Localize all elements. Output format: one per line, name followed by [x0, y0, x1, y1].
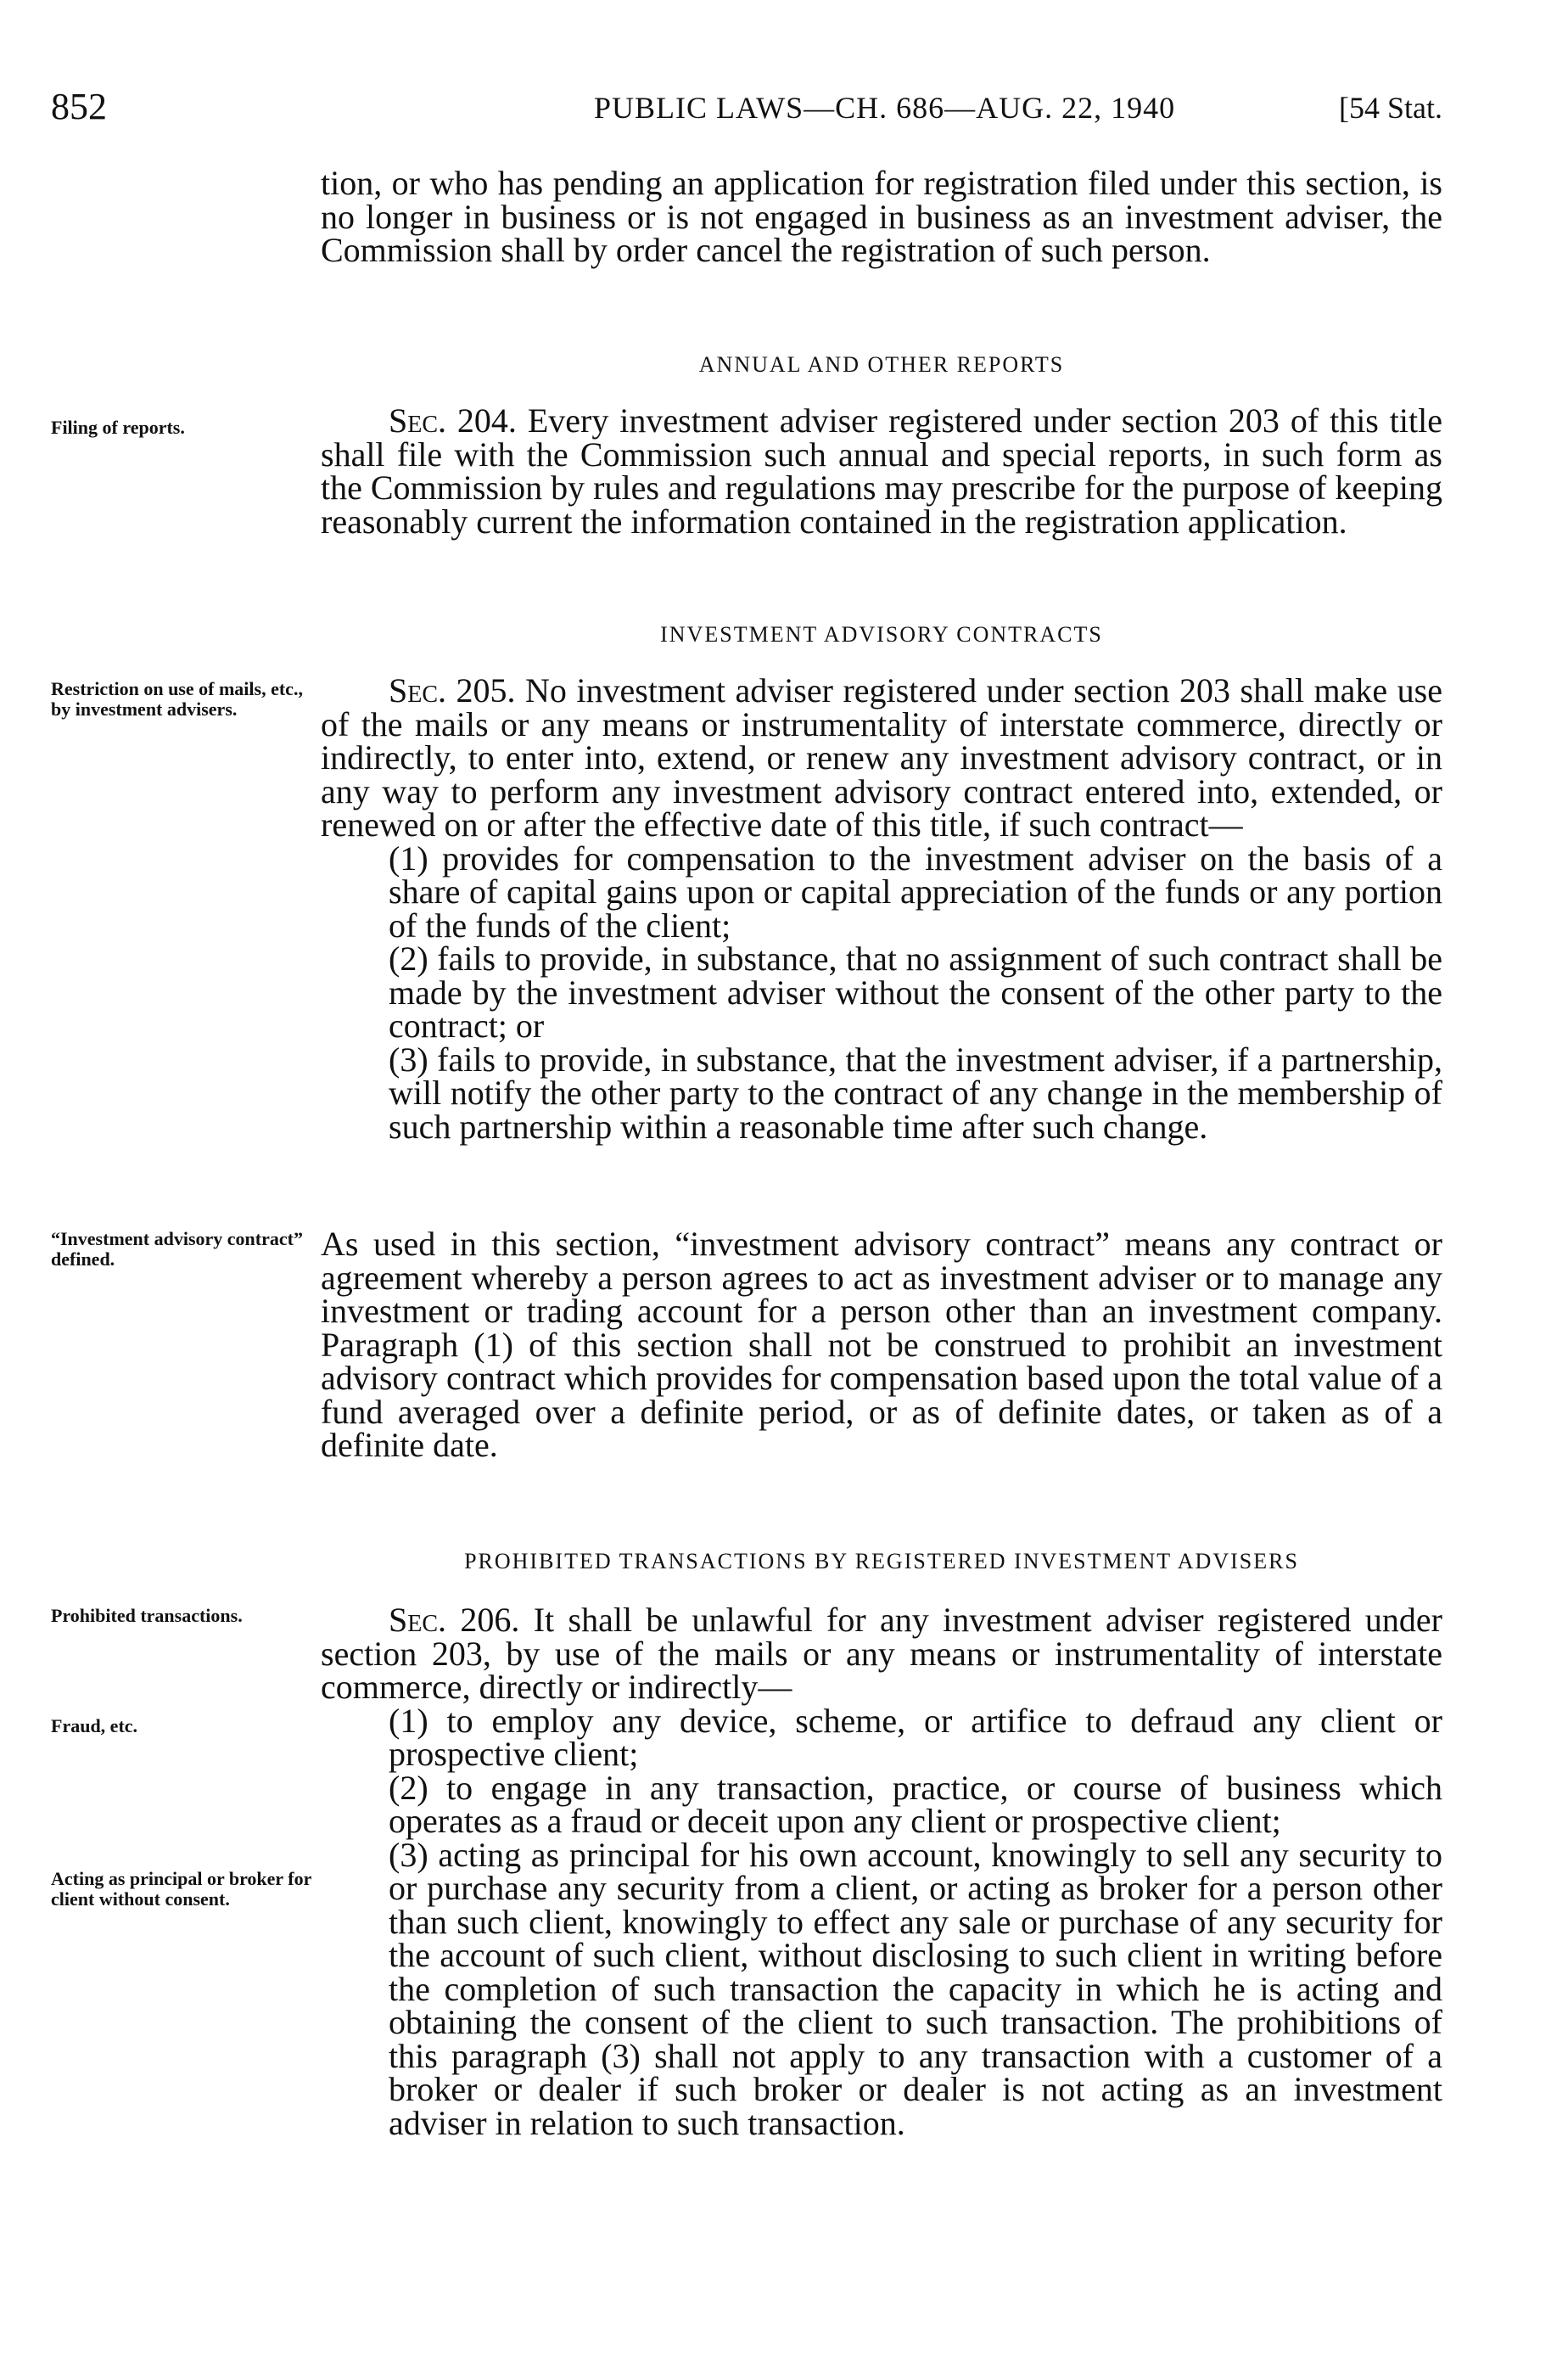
section-206-item-2: (2) to engage in any transaction, practice, or course of business which operates as a fraud or deceit upon any client or prospective client;	[389, 1768, 1442, 1840]
section-heading-206: PROHIBITED TRANSACTIONS BY REGISTERED INVESTMENT ADVISERS	[464, 1549, 1299, 1573]
page-number: 852	[51, 86, 107, 127]
statute-reference: [54 Stat.	[1339, 91, 1442, 125]
section-205-intro: No investment adviser registered under section 203 shall make use of the mails or any means or instrumentality of interstate commerce, directly or indirectly, to enter into, extend, or renew any investment advisory contract, or in any way to perform any investment advisory contract entered into, extended, or renewed on or after the effective date of this title, if such contract—	[321, 671, 1442, 844]
section-204-text: Every investment adviser registered under section 203 of this title shall file with the Commission such annual and special reports, in such form as the Commission by rules and regulations may prescribe for the purpose of keeping reasonably current the information contained in the registration application.	[321, 401, 1442, 541]
margin-note-acting-principal: Acting as principal or broker for client without consent.	[51, 1868, 311, 1910]
section-205-item-3: (3) fails to provide, in substance, that the investment adviser, if a partnership, will notify the other party to the contract of any change in the membership of such partnership within a reasonable time after such change.	[389, 1040, 1442, 1146]
margin-note-filing: Filing of reports.	[51, 417, 185, 438]
margin-note-prohibited: Prohibited transactions.	[51, 1605, 243, 1626]
running-head: PUBLIC LAWS—CH. 686—AUG. 22, 1940	[594, 91, 1176, 125]
section-206-intro: It shall be unlawful for any investment adviser registered under section 203, by use of the mails or any means or instrumentality of interstate commerce, directly or indirectly—	[321, 1601, 1442, 1706]
section-205	[321, 671, 1442, 1146]
section-label-205: Sec. 205.	[389, 671, 516, 710]
section-heading-205: INVESTMENT ADVISORY CONTRACTS	[660, 622, 1103, 647]
margin-note-restriction: Restriction on use of mails, etc., by investment advisers.	[51, 678, 303, 720]
section-206-item-1: (1) to employ any device, scheme, or artifice to defraud any client or prospective client;	[389, 1701, 1442, 1773]
section-label-206: Sec. 206.	[389, 1601, 520, 1639]
section-204	[321, 401, 1442, 541]
margin-note-definition: “Investment advisory contract” defined.	[51, 1228, 303, 1270]
section-label-204: Sec. 204.	[389, 401, 517, 440]
section-205-item-2: (2) fails to provide, in substance, that no assignment of such contract shall be made by the investment adviser without the consent of the other party to the contract; or	[389, 940, 1442, 1045]
page-header	[51, 85, 1442, 136]
continuation-paragraph: tion, or who has pending an application for registration filed under this section, is no longer in business or is not engaged in business as an investment adviser, the Commission shall by order cancel the registration of such person.	[321, 164, 1442, 269]
section-206-item-3: (3) acting as principal for his own account, knowingly to sell any security to or purchase any security from a client, or acting as broker for a person other than such client, knowingly to effect any sale or purchase of any security for the account of such client, without disclosing to such client in writing before the completion of such transaction the capacity in which he is acting and obtaining the consent of the client to such transaction. The prohibitions of this paragraph (3) shall not apply to any transaction with a customer of a broker or dealer if such broker or dealer is not acting as an investment adviser in relation to such transaction.	[389, 1835, 1442, 2142]
section-205-definition: As used in this section, “investment advisory contract” means any contract or agreement whereby a person agrees to act as investment adviser or to manage any investment or trading account for a person other than an investment company. Paragraph (1) of this section shall not be construed to prohibit an investment advisory contract which provides for compensation based upon the total value of a fund averaged over a definite period, or as of definite dates, or taken as of a definite date.	[321, 1225, 1442, 1464]
section-205-item-1: (1) provides for compensation to the investment adviser on the basis of a share of capital gains upon or capital appreciation of the funds or any portion of the funds of the client;	[389, 839, 1442, 945]
margin-note-fraud: Fraud, etc.	[51, 1715, 138, 1736]
section-206	[321, 1603, 1442, 2140]
section-heading-204: ANNUAL AND OTHER REPORTS	[698, 352, 1065, 377]
